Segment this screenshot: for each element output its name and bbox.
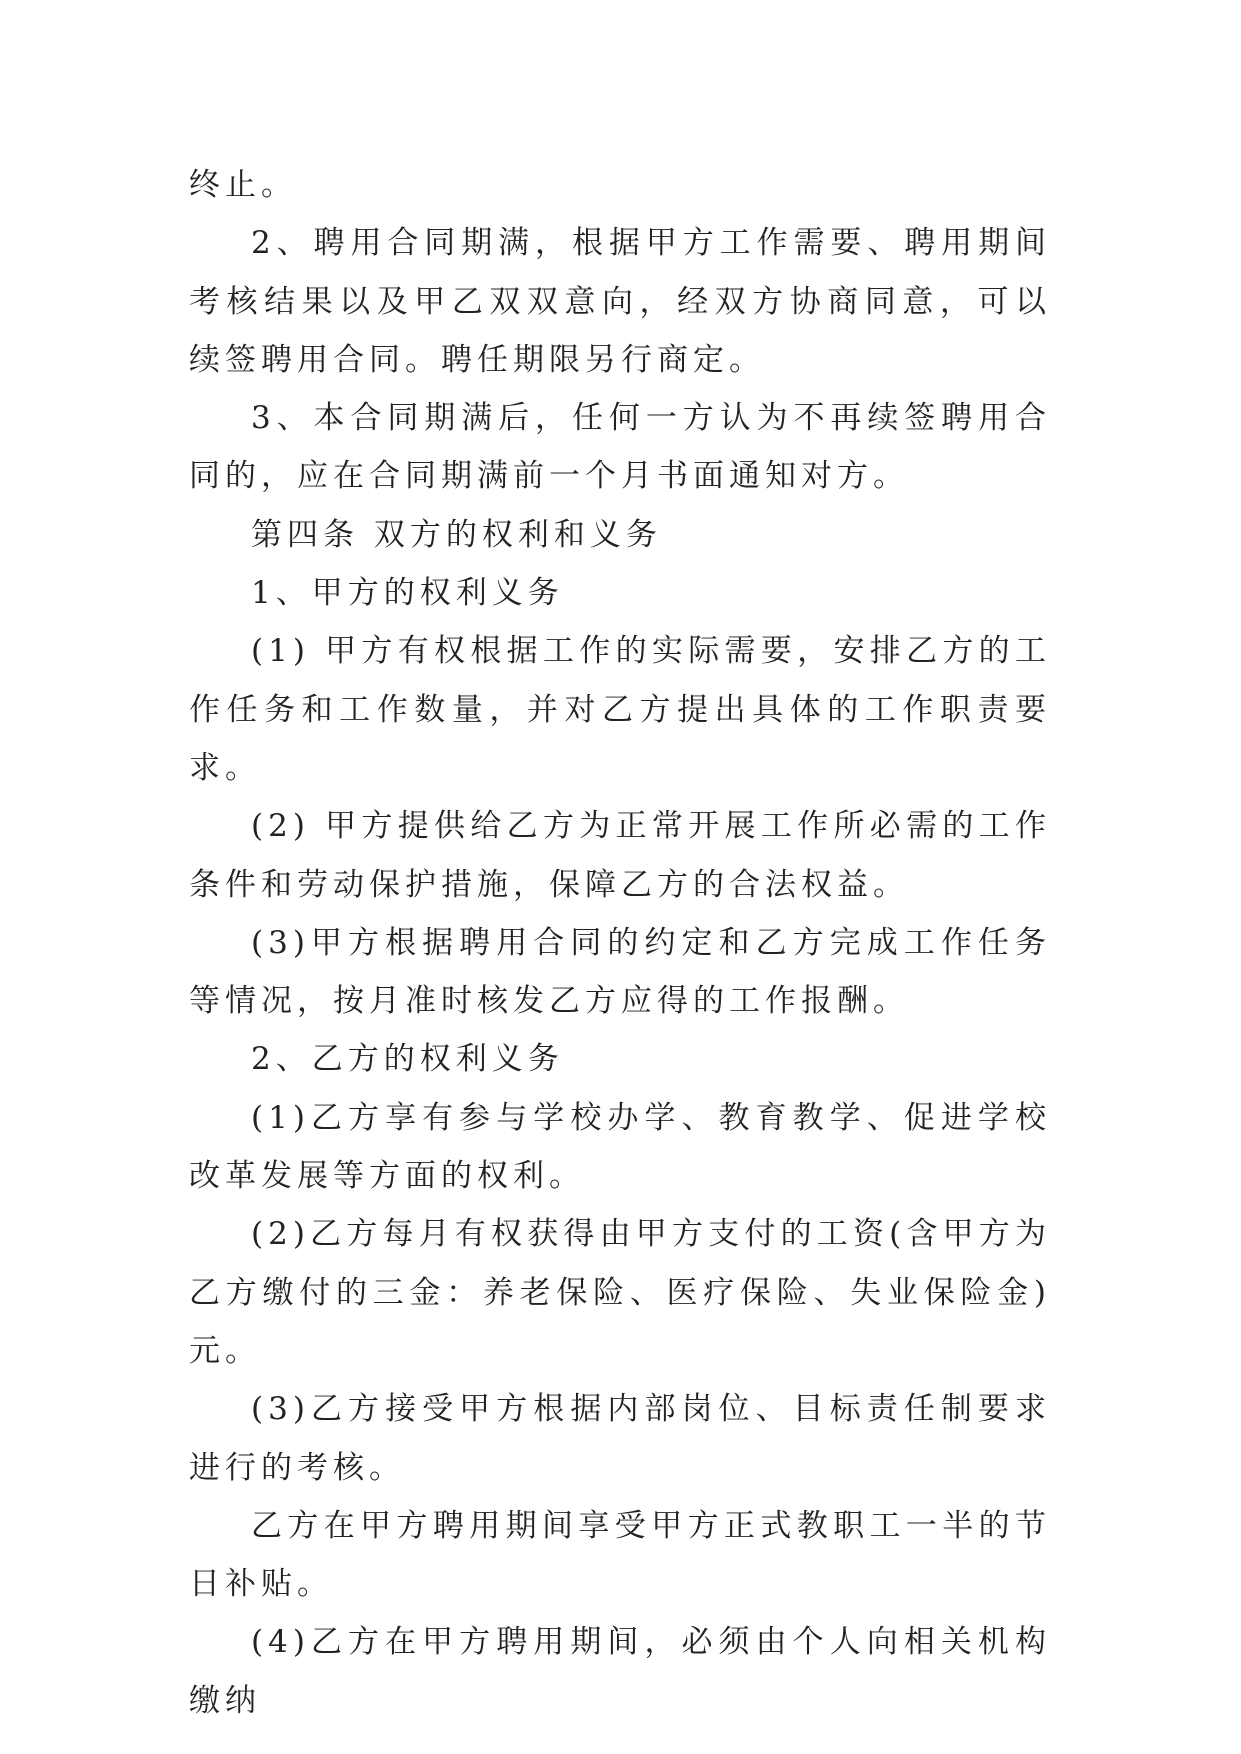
party-b-holiday-allowance: 乙方在甲方聘用期间享受甲方正式教职工一半的节日补贴。: [189, 1507, 1051, 1603]
document-body: [189, 156, 1051, 1730]
party-b-item-2: (2)乙方每月有权获得由甲方支付的工资(含甲方为乙方缴付的三金：养老保险、医疗保险、失业保险金) 元。: [189, 1216, 1051, 1369]
paragraph-non-renewal-notice: 3、本合同期满后，任何一方认为不再续签聘用合同的，应在合同期满前一个月书面通知对方。: [189, 400, 1051, 495]
party-a-item-1: (1) 甲方有权根据工作的实际需要，安排乙方的工作任务和工作数量，并对乙方提出具体的工作职责要求。: [189, 633, 1051, 786]
section-party-b-heading: 2、乙方的权利义务: [251, 1041, 564, 1078]
paragraph-contract-renewal: 2、聘用合同期满，根据甲方工作需要、聘用期间考核结果以及甲乙双双意向，经双方协商同意，可以续签聘用合同。聘任期限另行商定。: [189, 225, 1051, 378]
party-b-item-3: (3)乙方接受甲方根据内部岗位、目标责任制要求进行的考核。: [189, 1391, 1051, 1486]
article-four-heading: 第四条 双方的权利和义务: [251, 516, 662, 553]
party-b-item-4: (4)乙方在甲方聘用期间，必须由个人向相关机构缴纳: [189, 1624, 1051, 1719]
party-a-item-2: (2) 甲方提供给乙方为正常开展工作所必需的工作条件和劳动保护措施，保障乙方的合法权益。: [189, 808, 1051, 903]
paragraph-termination-end: 终止。: [189, 167, 297, 203]
party-b-item-1: (1)乙方享有参与学校办学、教育教学、促进学校改革发展等方面的权利。: [189, 1099, 1051, 1195]
party-a-item-3: (3)甲方根据聘用合同的约定和乙方完成工作任务等情况，按月准时核发乙方应得的工作报酬。: [189, 924, 1051, 1020]
section-party-a-heading: 1、甲方的权利义务: [251, 575, 564, 612]
